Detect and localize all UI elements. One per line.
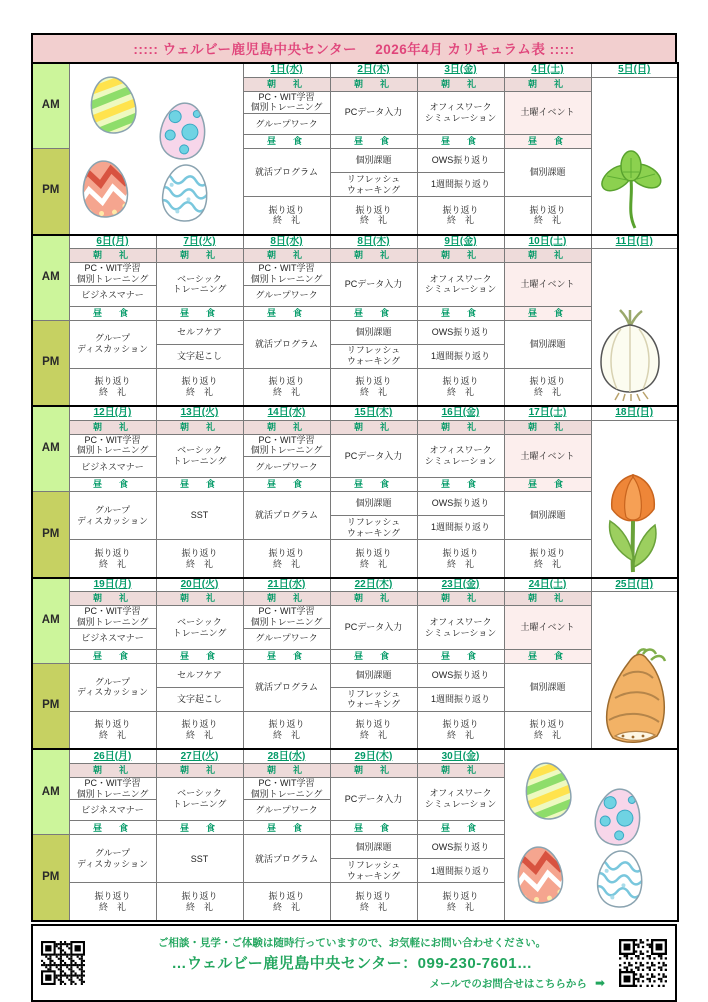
activity-cell: 就活プログラム [243,835,330,883]
lunch-cell: 昼 食 [156,821,243,835]
morning-assembly-cell: 朝 礼 [330,77,417,91]
review-closing-cell: 振り返り 終 礼 [504,711,591,749]
morning-assembly-cell: 朝 礼 [243,249,330,263]
date-cell: 16日(金) [417,406,504,420]
review-closing-cell: 振り返り 終 礼 [330,711,417,749]
activity-cell: リフレッシュ ウォーキング [330,516,417,540]
morning-assembly-cell: 朝 礼 [417,249,504,263]
lunch-cell: 昼 食 [243,306,330,320]
morning-assembly-cell: 朝 礼 [417,763,504,777]
activity-cell: PC・WIT学習 個別トレーニング [69,777,156,800]
date-cell: 12日(月) [69,406,156,420]
morning-assembly-cell: 朝 礼 [243,592,330,606]
lunch-cell: 昼 食 [69,821,156,835]
activity-cell: ベーシック トレーニング [156,777,243,821]
onion-illustration [591,249,678,407]
date-cell: 7日(火) [156,235,243,249]
activity-cell: 個別課題 [504,492,591,540]
activity-cell: PCデータ入力 [330,263,417,307]
activity-cell: セルフケア [156,320,243,344]
easter-eggs-illustration [71,68,221,226]
morning-assembly-cell: 朝 礼 [156,420,243,434]
morning-assembly-cell: 朝 礼 [156,249,243,263]
morning-assembly-cell: 朝 礼 [156,592,243,606]
date-cell: 5日(日) [591,63,678,77]
activity-cell: PC・WIT学習 個別トレーニング [243,606,330,629]
activity-cell: 就活プログラム [243,320,330,368]
lunch-cell: 昼 食 [243,649,330,663]
lunch-cell: 昼 食 [417,649,504,663]
page-title: ::::: ウェルビー鹿児島中央センター 2026年4月 カリキュラム表 ::::: [31,33,677,64]
date-cell: 15日(木) [330,406,417,420]
activity-cell: SST [156,492,243,540]
contact-note: ご相談・見学・ご体験は随時行っていますので、お気軽にお問い合わせください。 [157,936,547,949]
date-cell: 17日(土) [504,406,591,420]
activity-cell: 個別課題 [330,320,417,344]
activity-cell: 1週間振り返り [417,516,504,540]
activity-cell: 個別課題 [504,663,591,711]
activity-cell: 個別課題 [330,149,417,173]
footer-contact-box [31,924,677,1002]
am-label: AM [32,578,69,664]
date-cell: 28日(水) [243,749,330,763]
date-cell: 2日(木) [330,63,417,77]
morning-assembly-cell: 朝 礼 [504,420,591,434]
lunch-cell: 昼 食 [243,478,330,492]
date-cell: 22日(木) [330,578,417,592]
morning-assembly-cell: 朝 礼 [504,77,591,91]
lunch-cell: 昼 食 [156,649,243,663]
morning-assembly-cell: 朝 礼 [243,77,330,91]
date-cell: 19日(月) [69,578,156,592]
date-cell: 30日(金) [417,749,504,763]
activity-cell: 個別課題 [504,149,591,197]
activity-cell: PC・WIT学習 個別トレーニング [243,777,330,800]
activity-cell: グループワーク [243,114,330,135]
morning-assembly-cell: 朝 礼 [504,249,591,263]
review-closing-cell: 振り返り 終 礼 [243,197,330,235]
date-cell: 14日(水) [243,406,330,420]
activity-cell: ビジネスマナー [69,628,156,649]
arrow-right-icon: ➡ [594,975,605,990]
morning-assembly-cell: 朝 礼 [330,763,417,777]
am-label: AM [32,406,69,492]
activity-cell: PCデータ入力 [330,777,417,821]
activity-cell: ビジネスマナー [69,457,156,478]
activity-cell: PCデータ入力 [330,606,417,650]
review-closing-cell: 振り返り 終 礼 [69,540,156,578]
mail-contact-link[interactable]: メールでのお問合せはこちらから [429,977,587,990]
morning-assembly-cell: 朝 礼 [69,592,156,606]
activity-cell: PC・WIT学習 個別トレーニング [243,91,330,114]
pm-label: PM [32,320,69,406]
activity-cell: 就活プログラム [243,663,330,711]
activity-cell: PCデータ入力 [330,91,417,135]
review-closing-cell: 振り返り 終 礼 [417,368,504,406]
activity-cell: OWS振り返り [417,835,504,859]
date-cell: 18日(日) [591,406,678,420]
review-closing-cell: 振り返り 終 礼 [243,540,330,578]
pm-label: PM [32,149,69,235]
activity-cell: PC・WIT学習 個別トレーニング [69,606,156,629]
review-closing-cell: 振り返り 終 礼 [69,883,156,921]
bamboo-shoot-illustration [591,592,678,750]
activity-cell: 文字起こし [156,344,243,368]
date-cell: 23日(金) [417,578,504,592]
date-cell: 10日(土) [504,235,591,249]
activity-cell: グループワーク [243,628,330,649]
activity-cell: リフレッシュ ウォーキング [330,344,417,368]
review-closing-cell: 振り返り 終 礼 [330,540,417,578]
mail-contact-row [93,976,611,991]
activity-cell: グループ ディスカッション [69,663,156,711]
tulip-illustration [593,469,673,573]
activity-cell: 就活プログラム [243,492,330,540]
activity-cell: 1週間振り返り [417,344,504,368]
activity-cell: PC・WIT学習 個別トレーニング [69,434,156,457]
activity-cell: OWS振り返り [417,320,504,344]
activity-cell: 就活プログラム [243,149,330,197]
lunch-cell: 昼 食 [243,821,330,835]
center-phone: …ウェルビー鹿児島中央センター：099-230-7601… [171,954,533,972]
lunch-cell: 昼 食 [417,135,504,149]
morning-assembly-cell: 朝 礼 [156,763,243,777]
activity-cell: 1週間振り返り [417,859,504,883]
lunch-cell: 昼 食 [504,478,591,492]
activity-cell: リフレッシュ ウォーキング [330,687,417,711]
review-closing-cell: 振り返り 終 礼 [156,883,243,921]
morning-assembly-cell: 朝 礼 [417,420,504,434]
easter-eggs-illustration [506,754,656,912]
review-closing-cell: 振り返り 終 礼 [504,197,591,235]
activity-cell: リフレッシュ ウォーキング [330,859,417,883]
morning-assembly-cell: 朝 礼 [504,592,591,606]
activity-cell: ベーシック トレーニング [156,263,243,307]
activity-cell: 土曜イベント [504,91,591,135]
morning-assembly-cell: 朝 礼 [69,249,156,263]
activity-cell: オフィスワーク シミュレーション [417,606,504,650]
activity-cell: オフィスワーク シミュレーション [417,91,504,135]
date-cell: 4日(土) [504,63,591,77]
activity-cell: SST [156,835,243,883]
easter-eggs-illustration [69,63,243,235]
date-cell: 26日(月) [69,749,156,763]
review-closing-cell: 振り返り 終 礼 [417,711,504,749]
qr-code-left [41,941,85,985]
review-closing-cell: 振り返り 終 礼 [417,197,504,235]
activity-cell: グループワーク [243,457,330,478]
lunch-cell: 昼 食 [69,478,156,492]
activity-cell: オフィスワーク シミュレーション [417,434,504,478]
date-cell: 24日(土) [504,578,591,592]
review-closing-cell: 振り返り 終 礼 [504,540,591,578]
review-closing-cell: 振り返り 終 礼 [69,711,156,749]
date-cell: 25日(日) [591,578,678,592]
review-closing-cell: 振り返り 終 礼 [330,368,417,406]
date-cell: 9日(金) [417,235,504,249]
activity-cell: ビジネスマナー [69,285,156,306]
pm-label: PM [32,835,69,921]
date-cell: 29日(木) [330,749,417,763]
activity-cell: 土曜イベント [504,263,591,307]
activity-cell: OWS振り返り [417,492,504,516]
lunch-cell: 昼 食 [330,478,417,492]
activity-cell: ベーシック トレーニング [156,606,243,650]
morning-assembly-cell: 朝 礼 [417,592,504,606]
pm-label: PM [32,663,69,749]
bamboo-shoot-illustration [593,646,679,744]
morning-assembly-cell: 朝 礼 [243,420,330,434]
activity-cell: 個別課題 [504,320,591,368]
activity-cell: グループ ディスカッション [69,835,156,883]
activity-cell: ベーシック トレーニング [156,434,243,478]
review-closing-cell: 振り返り 終 礼 [330,197,417,235]
activity-cell: 土曜イベント [504,434,591,478]
lunch-cell: 昼 食 [330,306,417,320]
review-closing-cell: 振り返り 終 礼 [243,711,330,749]
curriculum-table [31,62,679,922]
activity-cell: 土曜イベント [504,606,591,650]
date-cell: 21日(水) [243,578,330,592]
clover-leaf-illustration [593,150,671,230]
tulip-illustration [591,420,678,578]
morning-assembly-cell: 朝 礼 [330,420,417,434]
lunch-cell: 昼 食 [330,135,417,149]
review-closing-cell: 振り返り 終 礼 [156,711,243,749]
activity-cell: 1週間振り返り [417,173,504,197]
lunch-cell: 昼 食 [69,306,156,320]
activity-cell: PC・WIT学習 個別トレーニング [69,263,156,286]
activity-cell: セルフケア [156,663,243,687]
lunch-cell: 昼 食 [417,306,504,320]
lunch-cell: 昼 食 [417,821,504,835]
activity-cell: グループワーク [243,800,330,821]
review-closing-cell: 振り返り 終 礼 [243,368,330,406]
review-closing-cell: 振り返り 終 礼 [69,368,156,406]
activity-cell: 文字起こし [156,687,243,711]
pm-label: PM [32,492,69,578]
review-closing-cell: 振り返り 終 礼 [330,883,417,921]
date-cell: 8日(水) [243,235,330,249]
date-cell: 13日(火) [156,406,243,420]
review-closing-cell: 振り返り 終 礼 [243,883,330,921]
date-cell: 11日(日) [591,235,678,249]
easter-eggs-illustration [504,749,678,921]
morning-assembly-cell: 朝 礼 [330,249,417,263]
morning-assembly-cell: 朝 礼 [243,763,330,777]
activity-cell: オフィスワーク シミュレーション [417,263,504,307]
morning-assembly-cell: 朝 礼 [69,763,156,777]
date-cell: 6日(月) [69,235,156,249]
activity-cell: グループワーク [243,285,330,306]
am-label: AM [32,63,69,149]
activity-cell: ビジネスマナー [69,800,156,821]
qr-code-right [619,939,667,987]
date-cell: 20日(火) [156,578,243,592]
activity-cell: オフィスワーク シミュレーション [417,777,504,821]
lunch-cell: 昼 食 [504,306,591,320]
morning-assembly-cell: 朝 礼 [69,420,156,434]
activity-cell: 個別課題 [330,492,417,516]
activity-cell: PC・WIT学習 個別トレーニング [243,434,330,457]
lunch-cell: 昼 食 [69,649,156,663]
activity-cell: リフレッシュ ウォーキング [330,173,417,197]
lunch-cell: 昼 食 [156,306,243,320]
morning-assembly-cell: 朝 礼 [417,77,504,91]
review-closing-cell: 振り返り 終 礼 [504,368,591,406]
lunch-cell: 昼 食 [243,135,330,149]
activity-cell: PC・WIT学習 個別トレーニング [243,263,330,286]
lunch-cell: 昼 食 [330,649,417,663]
activity-cell: グループ ディスカッション [69,320,156,368]
review-closing-cell: 振り返り 終 礼 [156,540,243,578]
activity-cell: OWS振り返り [417,149,504,173]
onion-illustration [593,309,667,401]
date-cell: 3日(金) [417,63,504,77]
date-cell: 8日(木) [330,235,417,249]
activity-cell: 1週間振り返り [417,687,504,711]
activity-cell: 個別課題 [330,835,417,859]
activity-cell: PCデータ入力 [330,434,417,478]
activity-cell: 個別課題 [330,663,417,687]
lunch-cell: 昼 食 [504,135,591,149]
date-cell: 27日(火) [156,749,243,763]
lunch-cell: 昼 食 [156,478,243,492]
footer-contact-text [93,935,611,991]
review-closing-cell: 振り返り 終 礼 [417,883,504,921]
lunch-cell: 昼 食 [417,478,504,492]
lunch-cell: 昼 食 [504,649,591,663]
activity-cell: OWS振り返り [417,663,504,687]
am-label: AM [32,749,69,835]
morning-assembly-cell: 朝 礼 [330,592,417,606]
lunch-cell: 昼 食 [330,821,417,835]
am-label: AM [32,235,69,321]
clover-leaf-illustration [591,77,678,235]
review-closing-cell: 振り返り 終 礼 [156,368,243,406]
activity-cell: グループ ディスカッション [69,492,156,540]
date-cell: 1日(水) [243,63,330,77]
review-closing-cell: 振り返り 終 礼 [417,540,504,578]
